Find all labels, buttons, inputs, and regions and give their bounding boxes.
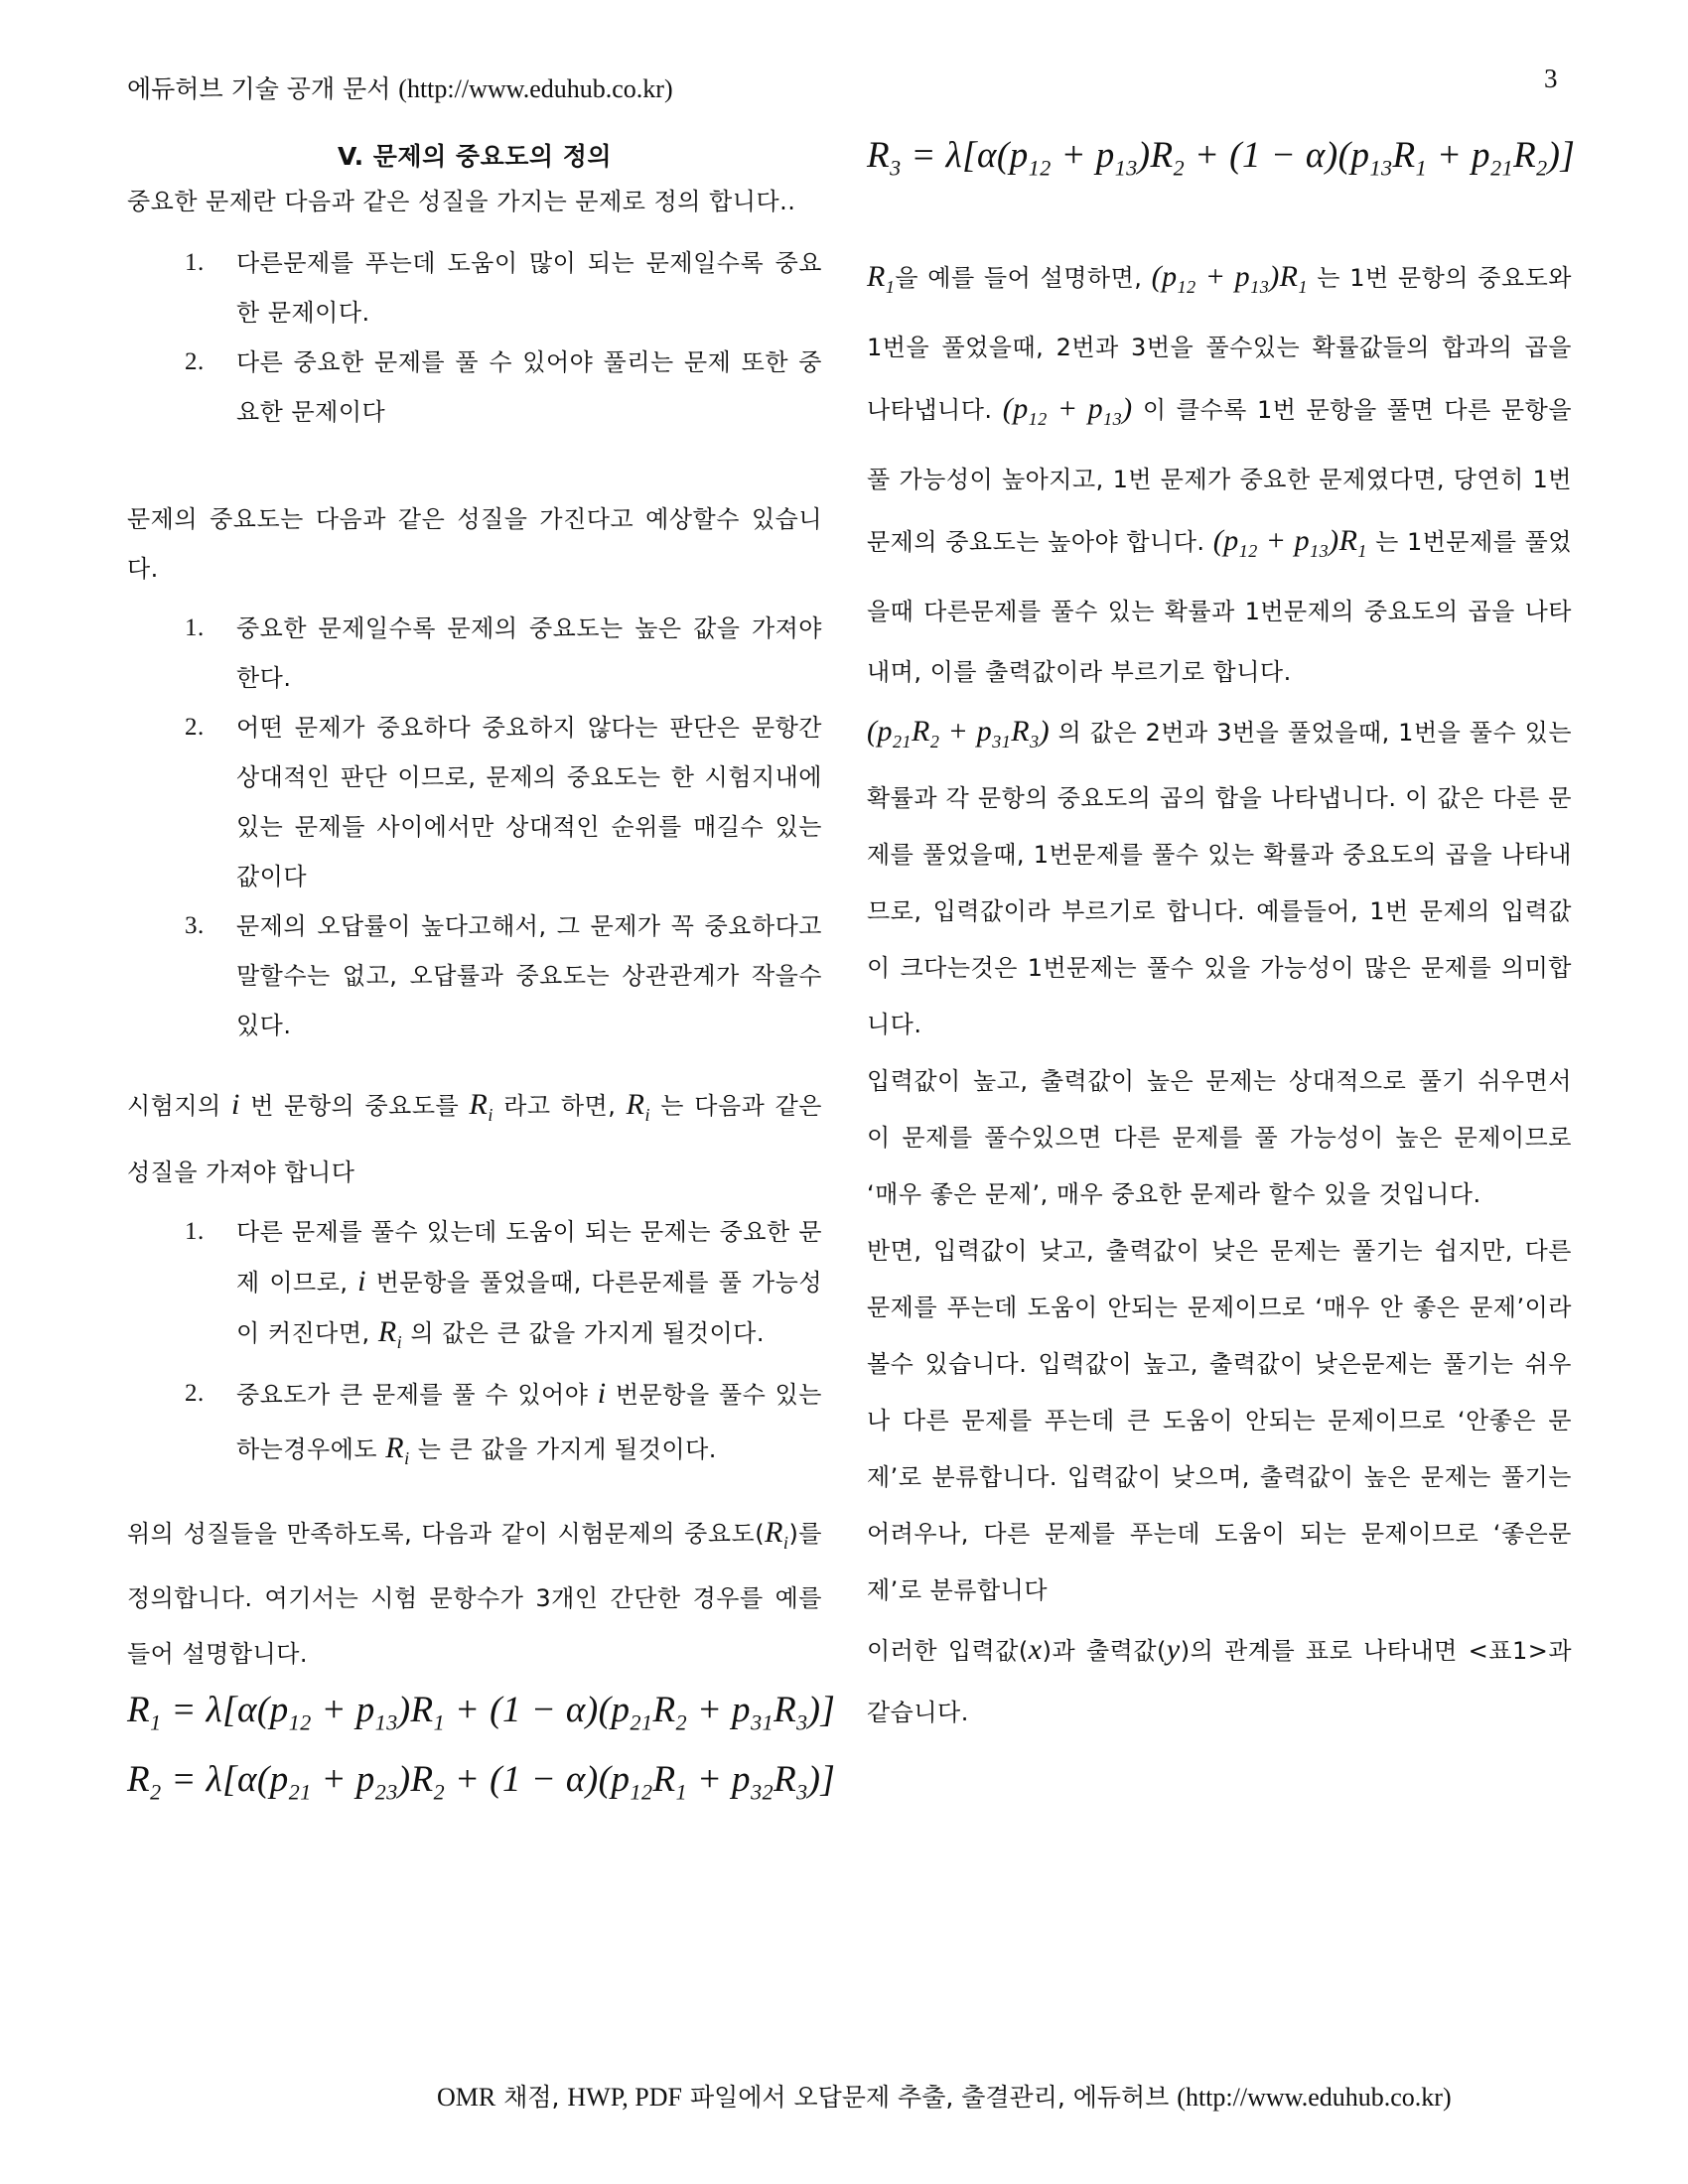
equation-r1: $R_1 = \lambda[\alpha(p_{12} + p_{13})R_1 + (1 - \alpha)(p_{21}R_2 + p_{31}R_3)]$ bbox=[127, 1690, 836, 1735]
left-column bbox=[127, 137, 836, 1822]
page-number: 3 bbox=[1544, 64, 1558, 93]
ri-property-list bbox=[127, 1207, 822, 1485]
list-item: 1. 중요한 문제일수록 문제의 중요도는 높은 값을 가져야 한다. bbox=[185, 614, 822, 692]
very-good-paragraph: 입력값이 높고, 출력값이 높은 문제는 상대적으로 풀기 쉬우면서 이 문제를 풀수있으면 다른 문제를 풀 가능성이 높은 문제이므로 ‘매우 좋은 문제’, 매우 중요한 문제라 할수 있을 것입니다. bbox=[867, 1067, 1572, 1209]
list-item: 3. 문제의 오답률이 높다고해서, 그 문제가 꼭 중요하다고 말할수는 없고, 오답률과 중요도는 상관관계가 작을수 있다. bbox=[185, 912, 822, 1039]
output-paragraph: $R_1$을 예를 들어 설명하면, $(p_{12} + p_{13})R_1$ 는 1번 문항의 중요도와 1번을 풀었을때, 2번과 3번을 풀수있는 확률값들의 합과의 곱을 나타냅니다. $(p_{12} + p_{13})$ 이 클수록 1번 문항을 풀면 다른 문항을 풀 가능성이 높아지고, 1번 문제가 중요한 문제였다면, 당연히 1번문제의 중요도는 높아야 합니다. $(p_{12} + p_{13})R_1$ 는 1번문제를 풀었을때 다른문제를 풀수 있는 확률과 1번문제의 중요도의 곱을 나타내며, 이를 출력값이라 부르기로 합니다. bbox=[867, 260, 1573, 687]
equation-r2: $R_2 = \lambda[\alpha(p_{21} + p_{23})R_2 + (1 - \alpha)(p_{12}R_1 + p_{32}R_3)]$ bbox=[127, 1759, 836, 1805]
expectation-paragraph: 문제의 중요도는 다음과 같은 성질을 가진다고 예상할수 있습니다. bbox=[127, 505, 822, 583]
page-footer: OMR 채점, HWP, PDF 파일에서 오답문제 추출, 출결관리, 에듀허브 (http://www.eduhub.co.kr) bbox=[437, 2083, 1452, 2112]
right-column bbox=[867, 127, 1576, 1743]
page-header bbox=[127, 69, 673, 105]
classification-paragraph: 반면, 입력값이 낮고, 출력값이 낮은 문제는 풀기는 쉽지만, 다른 문제를 푸는데 도움이 안되는 문제이므로 ‘매우 안 좋은 문제’이라 볼수 있습니다. 입력값이 높고, 출력값이 낮은문제는 풀기는 쉬우나 다른 문제를 푸는데 큰 도움이 안되는 문제이므로 ‘안좋은 문제’로 분류합니다. 입력값이 낮으며, 출력값이 높은 문제는 풀기는 어려우나, 다른 문제를 푸는데 도움이 되는 문제이므로 ‘좋은문제’로 분류합니다 bbox=[867, 1237, 1572, 1605]
intro-paragraph: 중요한 문제란 다음과 같은 성질을 가지는 문제로 정의 합니다.. bbox=[127, 188, 796, 215]
importance-definition-list bbox=[127, 238, 822, 437]
list-item: 1. 다른 문제를 풀수 있는데 도움이 되는 문제는 중요한 문제 이므로, i 번문항을 풀었을때, 다른문제를 풀 가능성이 커진다면, $R_i$ 의 값은 큰 값을 가지게 될것이다. bbox=[185, 1218, 822, 1352]
ri-paragraph: 시험지의 i 번 문항의 중요도를 $R_i$ 라고 하면, $R_i$ 는 다음과 같은 성질을 가져야 합니다 bbox=[127, 1088, 822, 1186]
list-item: 2. 어떤 문제가 중요하다 중요하지 않다는 판단은 문항간 상대적인 판단 이므로, 문제의 중요도는 한 시험지내에 있는 문제들 사이에서만 상대적인 순위를 매길수 있는 값이다 bbox=[185, 714, 822, 890]
list-item: 1. 다른문제를 푸는데 도움이 많이 되는 문제일수록 중요한 문제이다. bbox=[185, 249, 822, 327]
input-paragraph: $(p_{21}R_2 + p_{31}R_3)$ 의 값은 2번과 3번을 풀었을때, 1번을 풀수 있는 확률과 각 문항의 중요도의 곱의 합을 나타냅니다. 이 값은 다른 문제를 풀었을때, 1번문제를 풀수 있는 확률과 중요도의 곱을 나타내므로, 입력값이라 부르기로 합니다. 예를들어, 1번 문제의 입력값이 크다는것은 1번문제는 풀수 있을 가능성이 많은 문제를 의미합니다. bbox=[867, 715, 1572, 1039]
section-title: V. 문제의 중요도의 정의 bbox=[337, 142, 613, 171]
definition-paragraph: 위의 성질들을 만족하도록, 다음과 같이 시험문제의 중요도$(R_i)$를 정의합니다. 여기서는 시험 문항수가 3개인 간단한 경우를 예를 들어 설명합니다. bbox=[127, 1516, 822, 1668]
table-reference-paragraph: 이러한 입력값(x)과 출력값(y)의 관계를 표로 나타내면 <표1>과 같습니다. bbox=[867, 1633, 1573, 1727]
equation-r3: $R_3 = \lambda[\alpha(p_{12} + p_{13})R_2 + (1 - \alpha)(p_{13}R_1 + p_{21}R_2)]$ bbox=[867, 135, 1576, 181]
list-item: 2. 중요도가 큰 문제를 풀 수 있어야 i 번문항을 풀수 있는 하는경우에도 $R_i$ 는 큰 값을 가지게 될것이다. bbox=[185, 1377, 822, 1468]
header-title: 에듀허브 기술 공개 문서 bbox=[127, 74, 391, 103]
list-item: 2. 다른 중요한 문제를 풀 수 있어야 풀리는 문제 또한 중요한 문제이다 bbox=[185, 348, 822, 426]
header-url: (http://www.eduhub.co.kr) bbox=[398, 74, 673, 103]
property-list bbox=[127, 604, 822, 1050]
